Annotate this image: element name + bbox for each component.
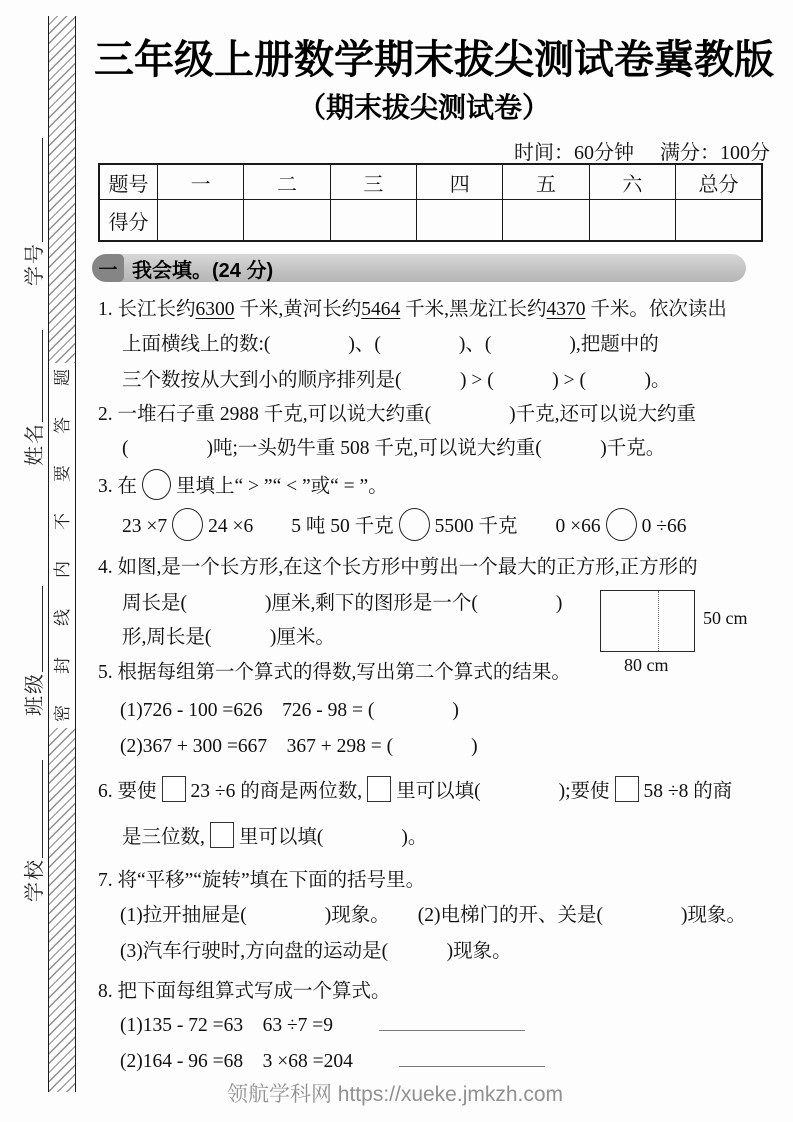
- q5-intro: 5. 根据每组第一个算式的得数,写出第二个算式的结果。: [98, 662, 571, 683]
- compare-circle-icon: [399, 508, 430, 541]
- seal-char: 题: [52, 369, 72, 386]
- q8-intro: 8. 把下面每组算式写成一个算式。: [98, 981, 391, 1002]
- q6-text: 58 ÷8 的商: [643, 781, 733, 802]
- q5-item-1: (1)726 - 100 =626 726 - 98 = ( ): [120, 700, 459, 721]
- score-cell-empty: [158, 200, 244, 242]
- q2-line-2: ( )吨;一头奶牛重 508 千克,可以说大约重( )千克。: [122, 438, 666, 459]
- compare-right: 5500 千克: [434, 516, 518, 537]
- q8-equations: (1)135 - 72 =63 63 ÷7 =9: [120, 1015, 334, 1036]
- seal-hatch-bottom: [49, 728, 75, 1092]
- field-school: [12, 760, 46, 902]
- q1-underlined-number: 4370: [546, 299, 586, 320]
- q5-item-2: (2)367 + 300 =667 367 + 298 = ( ): [120, 736, 478, 757]
- q4-line-3: 形,周长是( )厘米。: [122, 627, 335, 648]
- q1-underlined-number: 5464: [361, 299, 401, 320]
- exam-title: 三年级上册数学期末拔尖测试卷冀教版: [94, 38, 774, 82]
- q6-text: 6. 要使: [98, 781, 157, 802]
- score-table-header-cell: 二: [244, 164, 330, 200]
- field-name: [12, 330, 46, 466]
- q7-intro: 7. 将“平移”“旋转”填在下面的括号里。: [98, 870, 426, 891]
- field-name-blank: [42, 330, 43, 422]
- score-table-header-cell: 一: [158, 164, 244, 200]
- q7-item-2: (2)电梯门的开、关是( )现象。: [417, 905, 746, 926]
- exam-subtitle: （期末拔尖测试卷）: [298, 92, 551, 123]
- compare-group: [122, 508, 253, 542]
- q1-line-1: [98, 295, 727, 325]
- watermark: 领航学科网 https://xueke.jmkzh.com: [226, 1083, 564, 1106]
- field-class: [12, 586, 46, 716]
- compare-left: 0 ×66: [555, 516, 601, 537]
- seal-char: 内: [52, 561, 72, 578]
- seal-char: 不: [52, 513, 72, 530]
- answer-blank: [379, 1029, 525, 1031]
- q3-line-1: [98, 469, 388, 502]
- compare-group: [291, 508, 517, 542]
- blank-box: [162, 776, 186, 802]
- score-table-header-row: [99, 164, 762, 200]
- compare-left: 23 ×7: [122, 516, 168, 537]
- q1-text: 千米。依次读出: [585, 299, 727, 320]
- q4-line-1: 4. 如图,是一个长方形,在这个长方形中剪出一个最大的正方形,正方形的: [98, 557, 698, 578]
- compare-circle-icon: [606, 508, 637, 541]
- compare-circle-icon: [142, 469, 171, 500]
- q7-item-1: (1)拉开抽屉是( )现象。: [120, 905, 390, 926]
- score-table-header-cell: 三: [330, 164, 416, 200]
- answer-blank: [399, 1065, 545, 1067]
- seal-band: [48, 16, 76, 1092]
- q6-text: 里可以填( );要使: [396, 781, 610, 802]
- score-table-header-cell: 总分: [676, 164, 762, 200]
- seal-hatch-top: [49, 16, 75, 363]
- seal-char: 线: [52, 609, 72, 626]
- q8-equations: (2)164 - 96 =68 3 ×68 =204: [120, 1051, 353, 1072]
- score-cell-empty: [503, 200, 589, 242]
- rectangle-diagram: [600, 590, 695, 652]
- q1-underlined-number: 6300: [195, 299, 235, 320]
- compare-right: 0 ÷66: [641, 516, 687, 537]
- q1-text: 千米,黑龙江长约: [400, 299, 547, 320]
- score-table-score-row: [99, 200, 762, 242]
- q2-line-1: 2. 一堆石子重 2988 千克,可以说大约重( )千克,还可以说大约重: [98, 404, 696, 425]
- q6-line-2: [122, 822, 427, 853]
- seal-char: 要: [52, 465, 72, 482]
- field-name-label: 姓名: [24, 422, 46, 466]
- q6-line-1: [98, 776, 732, 807]
- score-cell-empty: [244, 200, 330, 242]
- q7-items-1-2: [120, 901, 746, 931]
- score-table-header-cell: 四: [417, 164, 503, 200]
- compare-left: 5 吨 50 千克: [291, 516, 394, 537]
- score-table-header-cell: 六: [589, 164, 675, 200]
- rect-height-label: 50 cm: [703, 608, 748, 628]
- field-school-label: 学校: [24, 858, 46, 902]
- score-table-header-cell: 五: [503, 164, 589, 200]
- field-class-blank: [42, 586, 43, 672]
- q4-line-2: 周长是( )厘米,剩下的图形是一个( ): [122, 593, 563, 614]
- q7-item-3: (3)汽车行驶时,方向盘的运动是( )现象。: [120, 941, 512, 962]
- compare-right: 24 ×6: [208, 516, 254, 537]
- section-title: 我会填。(24 分): [132, 259, 274, 282]
- q6-text: 是三位数,: [122, 827, 205, 848]
- field-student-id-label: 学号: [24, 242, 46, 286]
- q6-text: 23 ÷6 的商是两位数,: [190, 781, 363, 802]
- score-cell-empty: [676, 200, 762, 242]
- section-1-header: [92, 254, 746, 282]
- blank-box: [210, 822, 234, 848]
- q1-text: 千米,黄河长约: [234, 299, 362, 320]
- blank-box: [367, 776, 391, 802]
- score-row-label: 得分: [99, 200, 158, 242]
- q8-item-2: [120, 1047, 545, 1077]
- score-table: [98, 163, 763, 242]
- cut-line: [658, 591, 659, 651]
- q3-text: 3. 在: [98, 476, 138, 497]
- q3-text: 里填上“ > ”“ < ”或“ = ”。: [176, 476, 388, 497]
- score-cell-empty: [417, 200, 503, 242]
- field-class-label: 班级: [24, 672, 46, 716]
- q3-line-2: [122, 508, 686, 542]
- q6-text: 里可以填( )。: [238, 827, 428, 848]
- exam-meta: [0, 136, 770, 165]
- seal-char: 答: [52, 417, 72, 434]
- field-school-blank: [42, 760, 43, 858]
- rect-width-label: 80 cm: [624, 655, 669, 675]
- compare-circle-icon: [172, 508, 203, 541]
- compare-group: [556, 508, 687, 542]
- seal-char: 封: [52, 657, 72, 674]
- q1-line-2: 上面横线上的数:( )、( )、( ),把题中的: [122, 334, 659, 355]
- score-cell-empty: [330, 200, 416, 242]
- q1-line-3: 三个数按从大到小的顺序排列是( ) > ( ) > ( )。: [122, 370, 671, 391]
- full-score: 满分：100分: [660, 142, 770, 164]
- seal-char: 密: [52, 705, 72, 722]
- blank-box: [615, 776, 639, 802]
- seal-line-text: [49, 363, 75, 728]
- time-limit: 时间：60分钟: [514, 142, 634, 164]
- score-table-header-cell: 题号: [99, 164, 158, 200]
- q8-item-1: [120, 1011, 525, 1041]
- score-cell-empty: [589, 200, 675, 242]
- section-number-badge: 一: [92, 254, 124, 282]
- q1-text: 1. 长江长约: [98, 299, 196, 320]
